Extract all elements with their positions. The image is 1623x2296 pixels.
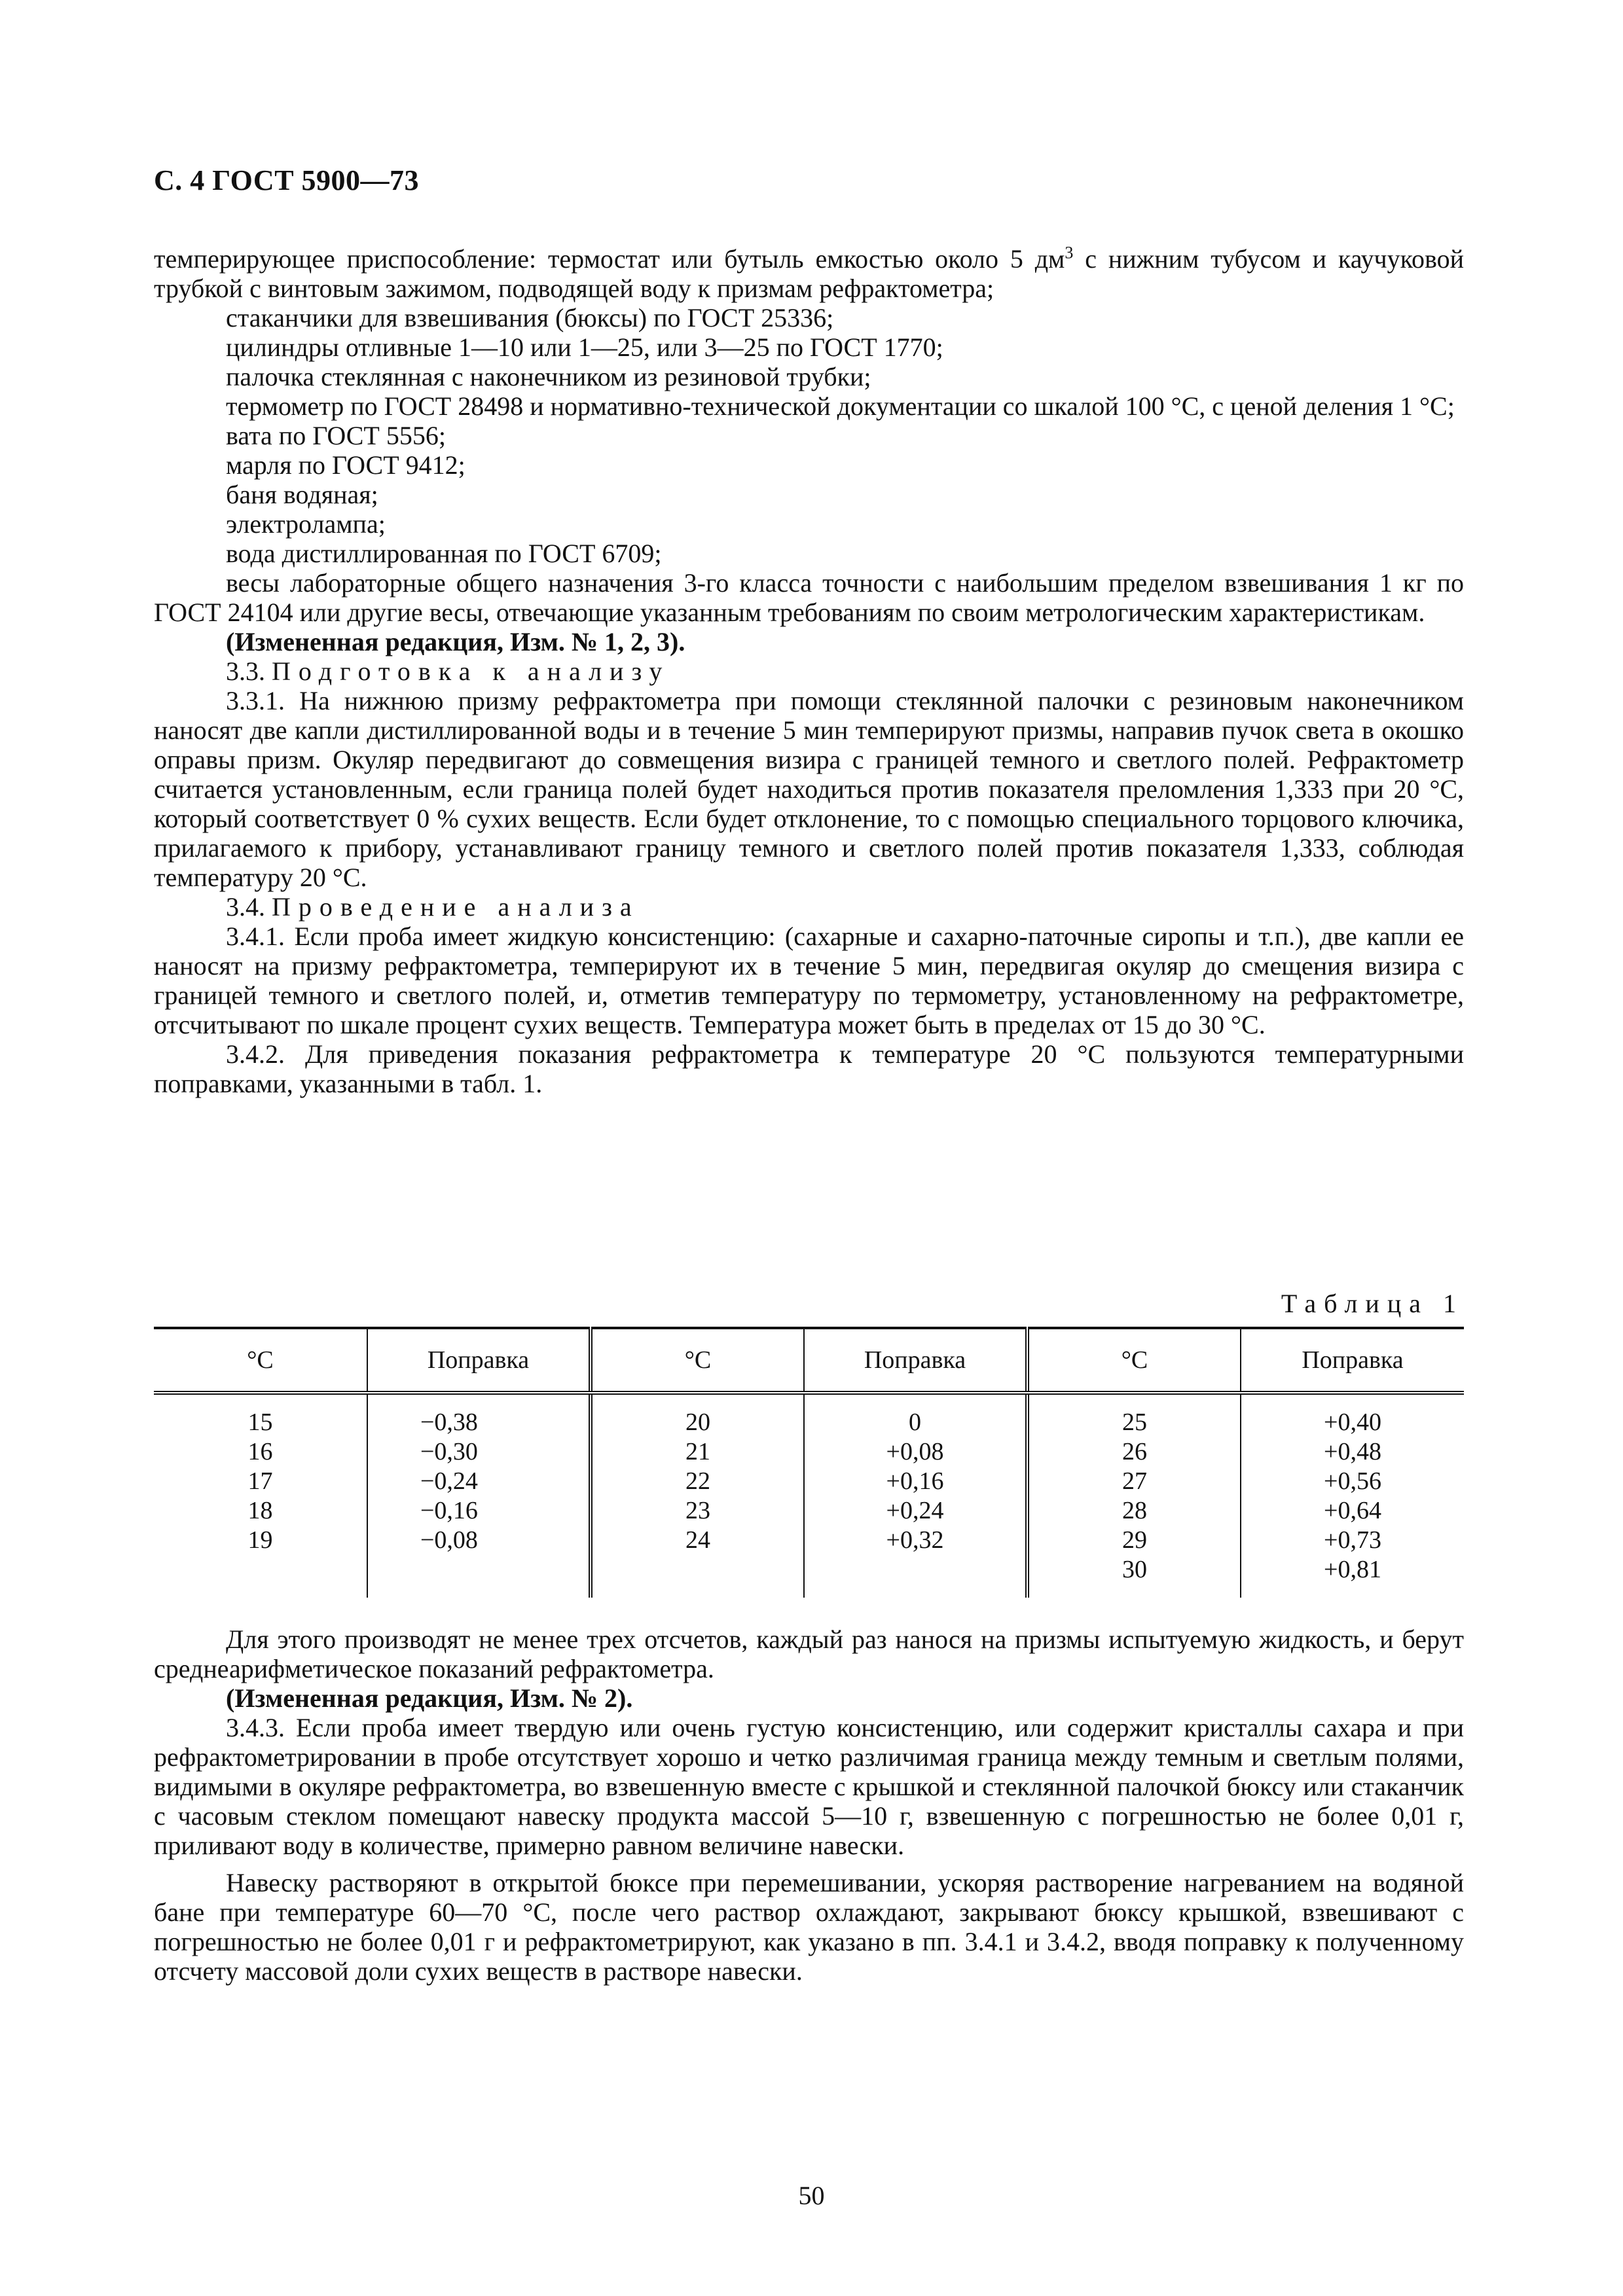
header-cell: Поправка — [1241, 1328, 1464, 1393]
section-heading-preparation — [154, 656, 1464, 686]
list-item-water-bath: баня водяная; — [226, 480, 378, 509]
temperature-cell: 26 — [1027, 1437, 1241, 1467]
correction-cell: +0,48 — [1241, 1437, 1464, 1467]
correction-cell: +0,64 — [1241, 1496, 1464, 1526]
temperature-cell — [591, 1555, 804, 1598]
paragraph-3-4-1: 3.4.1. Если проба имеет жидкую консистенцию: (сахарные и сахарно-паточные сиропы и т.п.), две капли ее наносят на призму рефрактометра, темперируют их в течение 5 мин, передвигая окуляр до смещения визира с границей темного и светлого полей, и, отметив температуру по термометру, установленному на рефрактометре, отсчитывают по шкале процент сухих веществ. Температура может быть в пределах от 15 до 30 °С. — [154, 922, 1464, 1039]
temperature-cell: 21 — [591, 1437, 804, 1467]
temperature-cell: 15 — [247, 1408, 273, 1436]
section-number: 3.3. — [226, 656, 265, 686]
body-text-top — [154, 244, 1464, 1098]
table-row — [154, 1526, 1464, 1555]
paragraph-3-4-2: 3.4.2. Для приведения показания рефрактометра к температуре 20 °С пользуются температурными поправками, указанными в табл. 1. — [154, 1039, 1464, 1098]
temperature-cell: 24 — [591, 1526, 804, 1555]
list-item-cotton: вата по ГОСТ 5556; — [226, 421, 446, 450]
header-cell: Поправка — [804, 1328, 1027, 1393]
amendment-note: (Измененная редакция, Изм. № 2). — [226, 1683, 633, 1713]
paragraph-part: с нижним тубусом и каучуковой трубкой с винтовым зажимом, подводящей воду к призмам рефрактометра; — [154, 244, 1464, 303]
temperature-cell: 27 — [1027, 1467, 1241, 1496]
correction-cell: −0,24 — [367, 1467, 591, 1496]
temperature-cell: 20 — [591, 1393, 804, 1437]
section-number: 3.4. — [226, 892, 265, 922]
correction-cell: +0,24 — [804, 1496, 1027, 1526]
correction-cell: −0,16 — [367, 1496, 591, 1526]
correction-cell: +0,73 — [1241, 1526, 1464, 1555]
list-item-lamp: электролампа; — [226, 509, 386, 539]
temperature-cell: 17 — [247, 1467, 273, 1495]
table-row — [154, 1393, 1464, 1437]
table-row — [154, 1555, 1464, 1598]
header-cell: Поправка — [367, 1328, 591, 1393]
list-item-gauze: марля по ГОСТ 9412; — [226, 450, 465, 480]
correction-cell: +0,56 — [1241, 1467, 1464, 1496]
superscript: 3 — [1065, 243, 1074, 262]
header-cell: °С — [591, 1328, 804, 1393]
table-header-row — [154, 1328, 1464, 1393]
temperature-correction-table — [154, 1327, 1464, 1598]
temperature-cell — [154, 1555, 367, 1598]
section-title: Подготовка к анализу — [272, 656, 670, 686]
temperature-cell: 25 — [1027, 1393, 1241, 1437]
temperature-cell: 30 — [1027, 1555, 1241, 1598]
correction-cell: +0,08 — [804, 1437, 1027, 1467]
temperature-cell: 18 — [247, 1497, 273, 1524]
table-row — [154, 1437, 1464, 1467]
list-item-cylinders: цилиндры отливные 1—10 или 1—25, или 3—25 по ГОСТ 1770; — [226, 332, 943, 362]
list-item-glass-rod: палочка стеклянная с наконечником из резиновой трубки; — [226, 362, 871, 391]
temperature-cell: 16 — [247, 1438, 273, 1465]
correction-cell: +0,81 — [1241, 1555, 1464, 1598]
temperature-cell: 19 — [247, 1526, 273, 1554]
correction-cell: 0 — [804, 1393, 1027, 1437]
temperature-cell: 28 — [1027, 1496, 1241, 1526]
paragraph-dissolution: Навеску растворяют в открытой бюксе при перемешивании, ускоряя растворение нагреванием на водяной бане при температуре 60—70 °С, после чего раствор охлаждают, закрывают бюксу крышкой, взвешивают с погрешностью не более 0,01 г и рефрактометрируют, как указано в пп. 3.4.1 и 3.4.2, вводя поправку к полученному отсчету массовой доли сухих веществ в растворе навески. — [154, 1868, 1464, 1986]
list-item-weighing-cups: стаканчики для взвешивания (бюксы) по ГОСТ 25336; — [226, 303, 834, 332]
header-cell: °С — [1027, 1328, 1241, 1393]
temperature-cell: 29 — [1027, 1526, 1241, 1555]
paragraph-thermostat — [154, 244, 1464, 303]
list-item-thermometer: термометр по ГОСТ 28498 и нормативно-технической документации со шкалой 100 °С, с ценой деления 1 °С; — [226, 391, 1455, 421]
temperature-cell: 23 — [591, 1496, 804, 1526]
correction-cell: +0,32 — [804, 1526, 1027, 1555]
table-row — [154, 1467, 1464, 1496]
list-item-scales: весы лабораторные общего назначения 3-го класса точности с наибольшим пределом взвешивания 1 кг по ГОСТ 24104 или другие весы, отвечающие указанным требованиям по своим метрологическим характеристикам. — [154, 568, 1464, 627]
paragraph-measurements: Для этого производят не менее трех отсчетов, каждый раз нанося на призмы испытуемую жидкость, и берут среднеарифметическое показаний рефрактометра. — [154, 1624, 1464, 1683]
correction-cell: −0,30 — [367, 1437, 591, 1467]
paragraph-3-4-3: 3.4.3. Если проба имеет твердую или очень густую консистенцию, или содержит кристаллы сахара и при рефрактометрировании в пробе отсутствует хорошо и четко различимая граница между темным и светлым полями, видимыми в окуляре рефрактометра, во взвешенную вместе с крышкой и стеклянной палочкой бюксу или стаканчик с часовым стеклом помещают навеску продукта массой 5—10 г, взвешенную с погрешностью не более 0,01 г, приливают воду в количестве, примерно равном величине навески. — [154, 1713, 1464, 1860]
temperature-cell: 22 — [591, 1467, 804, 1496]
section-heading-analysis — [154, 892, 1464, 922]
header-cell: °С — [154, 1328, 367, 1393]
correction-cell: −0,38 — [367, 1393, 591, 1437]
page-header: С. 4 ГОСТ 5900—73 — [154, 164, 420, 196]
correction-cell — [804, 1555, 1027, 1598]
table-row — [154, 1496, 1464, 1526]
table-caption: Таблица 1 — [1281, 1289, 1464, 1318]
correction-cell: +0,40 — [1241, 1393, 1464, 1437]
paragraph-3-3-1: 3.3.1. На нижнюю призму рефрактометра при помощи стеклянной палочки с резиновым наконечником наносят две капли дистиллированной воды и в течение 5 мин темперируют призмы, направив пучок света в окошко оправы призм. Окуляр передвигают до совмещения визира с границей темного и светлого полей. Рефрактометр считается установленным, если граница полей будет находиться против показателя преломления 1,333 при 20 °С, который соответствует 0 % сухих веществ. Если будет отклонение, то с помощью специального торцового ключика, прилагаемого к прибору, устанавливают границу темного и светлого полей против показателя 1,333, соблюдая температуру 20 °С. — [154, 686, 1464, 892]
correction-cell: −0,08 — [367, 1526, 591, 1555]
page-number: 50 — [798, 2181, 825, 2210]
paragraph-part: темперирующее приспособление: термостат или бутыль емкостью около 5 дм — [154, 244, 1065, 274]
section-title: Проведение анализа — [272, 892, 640, 922]
amendment-note: (Измененная редакция, Изм. № 1, 2, 3). — [226, 627, 685, 656]
body-text-bottom — [154, 1624, 1464, 1986]
correction-cell — [367, 1555, 591, 1598]
correction-cell: +0,16 — [804, 1467, 1027, 1496]
list-item-distilled-water: вода дистиллированная по ГОСТ 6709; — [226, 539, 662, 568]
